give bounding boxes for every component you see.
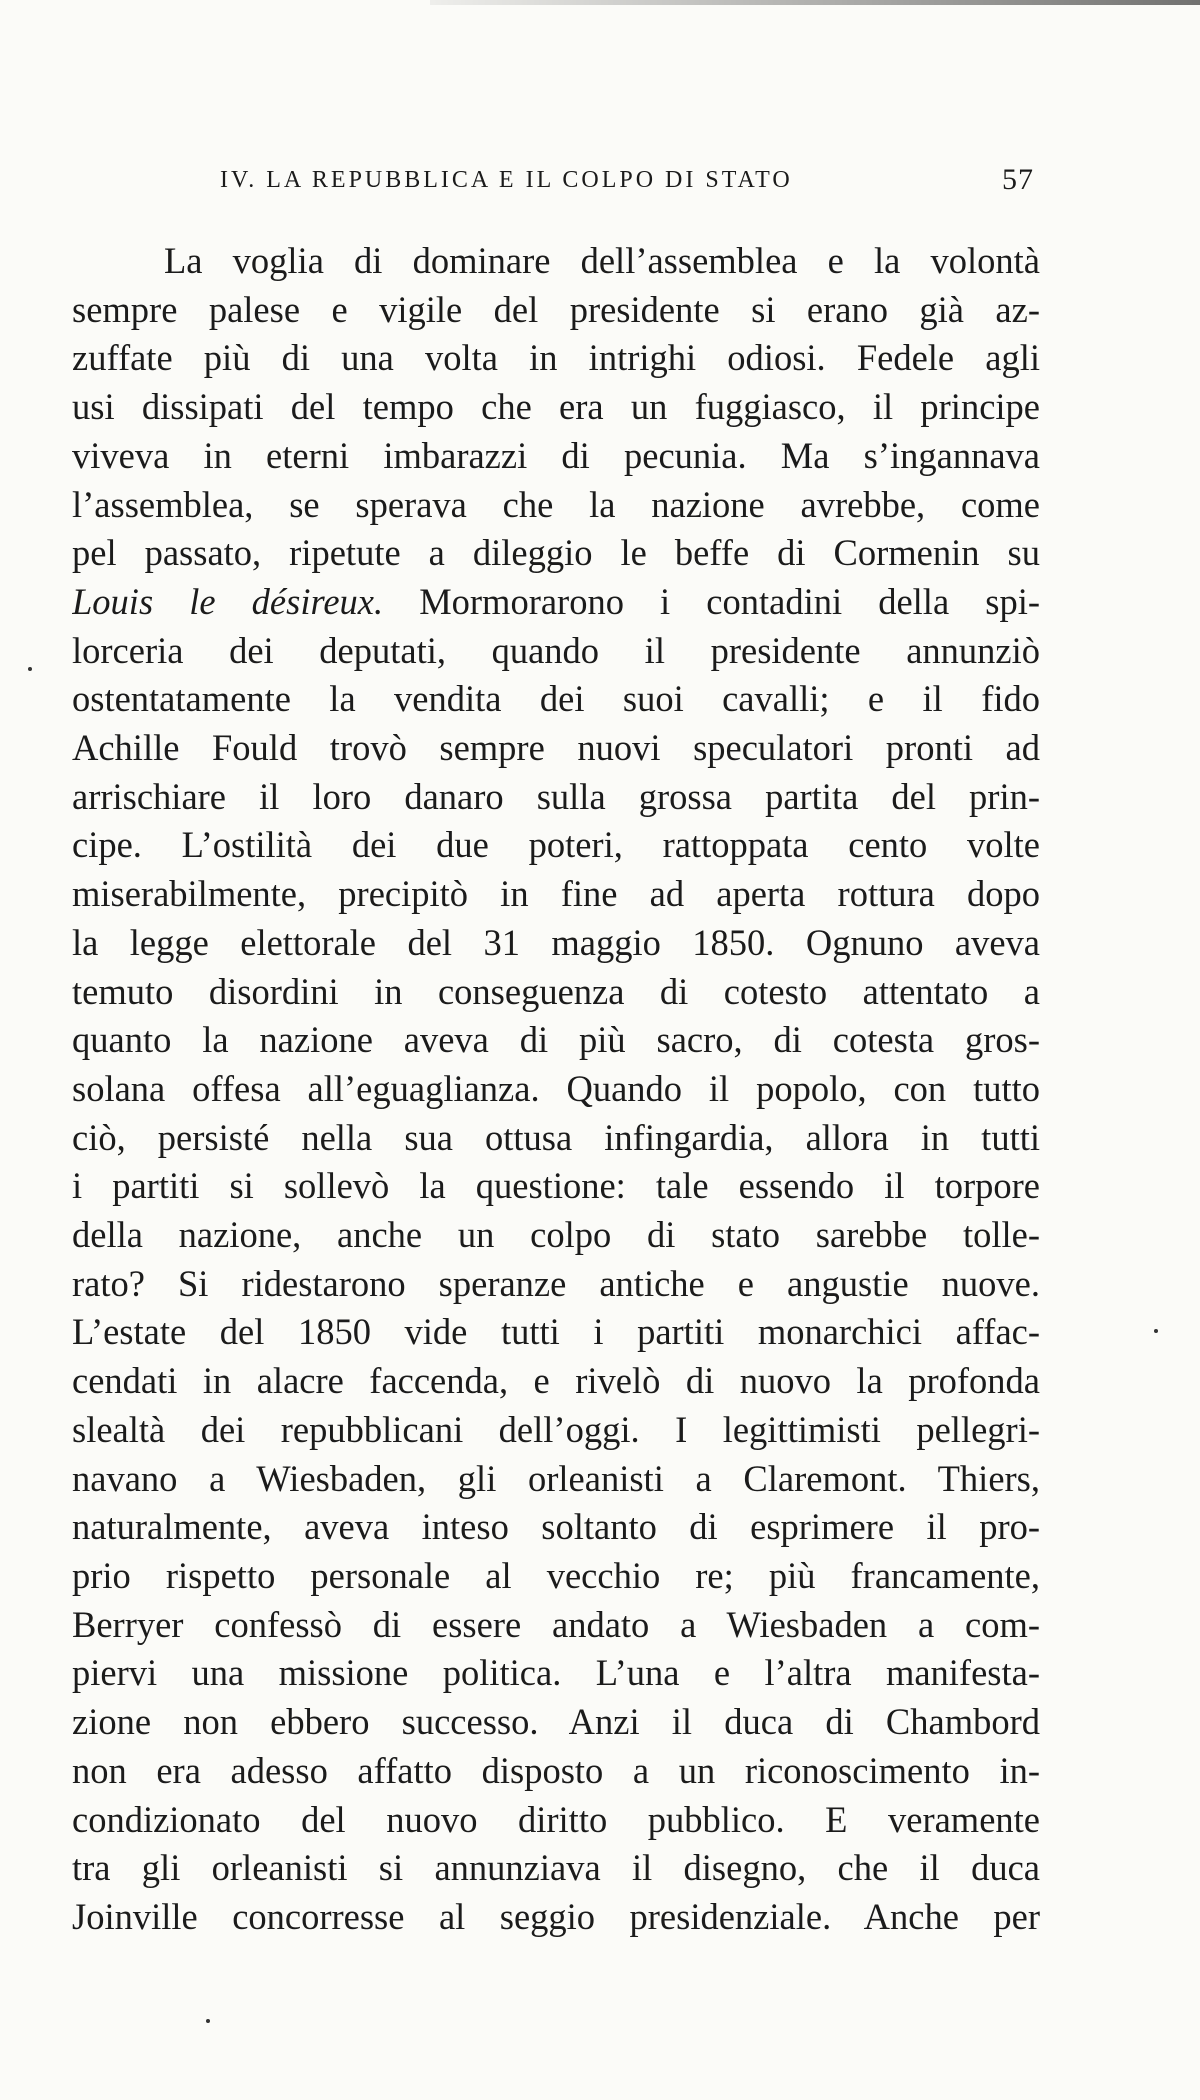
text-line: tra gli orleanisti si annunziava il disegno, che il duca bbox=[72, 1847, 1040, 1889]
text-line: La voglia di dominare dell’assemblea e la volontà bbox=[164, 240, 1040, 281]
text-line: zuffate più di una volta in intrighi odiosi. Fedele agli bbox=[72, 337, 1040, 379]
text-line: lorceria dei deputati, quando il presidente annunziò bbox=[72, 629, 1040, 671]
text-line: Berryer confessò di essere andato a Wiesbaden a com- bbox=[72, 1603, 1040, 1645]
text-line: non era adesso affatto disposto a un riconoscimento in- bbox=[72, 1749, 1040, 1791]
text-line: quanto la nazione aveva di più sacro, di cotesta gros- bbox=[72, 1019, 1040, 1061]
text-line: ostentatamente la vendita dei suoi cavalli; e il fido bbox=[72, 678, 1040, 720]
text-line: ciò, persisté nella sua ottusa infingardia, allora in tutti bbox=[72, 1116, 1040, 1158]
text-line: usi dissipati del tempo che era un fuggiasco, il principe bbox=[72, 386, 1040, 428]
text-line: sempre palese e vigile del presidente si erano già az- bbox=[72, 288, 1040, 330]
text-line: temuto disordini in conseguenza di cotesto attentato a bbox=[72, 970, 1040, 1012]
print-speck bbox=[206, 2019, 210, 2023]
text-line: cipe. L’ostilità dei due poteri, rattoppata cento volte bbox=[72, 824, 1040, 866]
text-line: la legge elettorale del 31 maggio 1850. Ognuno aveva bbox=[72, 921, 1040, 963]
text-line: navano a Wiesbaden, gli orleanisti a Claremont. Thiers, bbox=[72, 1457, 1040, 1499]
page-top-edge bbox=[430, 0, 1200, 5]
chapter-title: IV. LA REPUBBLICA E IL COLPO DI STATO bbox=[220, 166, 793, 193]
print-speck bbox=[1154, 1329, 1158, 1333]
body-text bbox=[72, 237, 1040, 1942]
text-line: naturalmente, aveva inteso soltanto di esprimere il pro- bbox=[72, 1506, 1040, 1548]
text-line: della nazione, anche un colpo di stato sarebbe tolle- bbox=[72, 1214, 1040, 1256]
running-header bbox=[70, 160, 1040, 200]
text-line: cendati in alacre faccenda, e rivelò di nuovo la profonda bbox=[72, 1360, 1040, 1402]
text-line-with-italic bbox=[72, 578, 1040, 627]
italic-title: Louis le désireux. bbox=[72, 580, 384, 622]
text-line: arrischiare il loro danaro sulla grossa partita del prin- bbox=[72, 775, 1040, 817]
text-line: zione non ebbero successo. Anzi il duca di Chambord bbox=[72, 1701, 1040, 1743]
text-line: rato? Si ridestarono speranze antiche e angustie nuove. bbox=[72, 1262, 1040, 1304]
text-line: piervi una missione politica. L’una e l’altra manifesta- bbox=[72, 1652, 1040, 1694]
text-line: prio rispetto personale al vecchio re; più francamente, bbox=[72, 1554, 1040, 1596]
text-line: i partiti si sollevò la questione: tale essendo il torpore bbox=[72, 1165, 1040, 1207]
text-line: Achille Fould trovò sempre nuovi speculatori pronti ad bbox=[72, 727, 1040, 769]
text-line: miserabilmente, precipitò in fine ad aperta rottura dopo bbox=[72, 873, 1040, 915]
print-speck bbox=[28, 667, 32, 671]
text-line: l’assemblea, se sperava che la nazione avrebbe, come bbox=[72, 483, 1040, 525]
text-line: viveva in eterni imbarazzi di pecunia. Ma s’ingannava bbox=[72, 434, 1040, 476]
text-line: slealtà dei repubblicani dell’oggi. I legittimisti pellegri- bbox=[72, 1408, 1040, 1450]
text-line: solana offesa all’eguaglianza. Quando il popolo, con tutto bbox=[72, 1067, 1040, 1109]
text-line: pel passato, ripetute a dileggio le beffe di Cormenin su bbox=[72, 532, 1040, 574]
text-line: Joinville concorresse al seggio presidenziale. Anche per bbox=[72, 1895, 1040, 1937]
text-line: L’estate del 1850 vide tutti i partiti monarchici affac- bbox=[72, 1311, 1040, 1353]
page-number: 57 bbox=[1002, 163, 1034, 196]
text-line: condizionato del nuovo diritto pubblico. E veramente bbox=[72, 1798, 1040, 1840]
text-segment: Mormorarono i contadini della spi- bbox=[383, 580, 1040, 622]
